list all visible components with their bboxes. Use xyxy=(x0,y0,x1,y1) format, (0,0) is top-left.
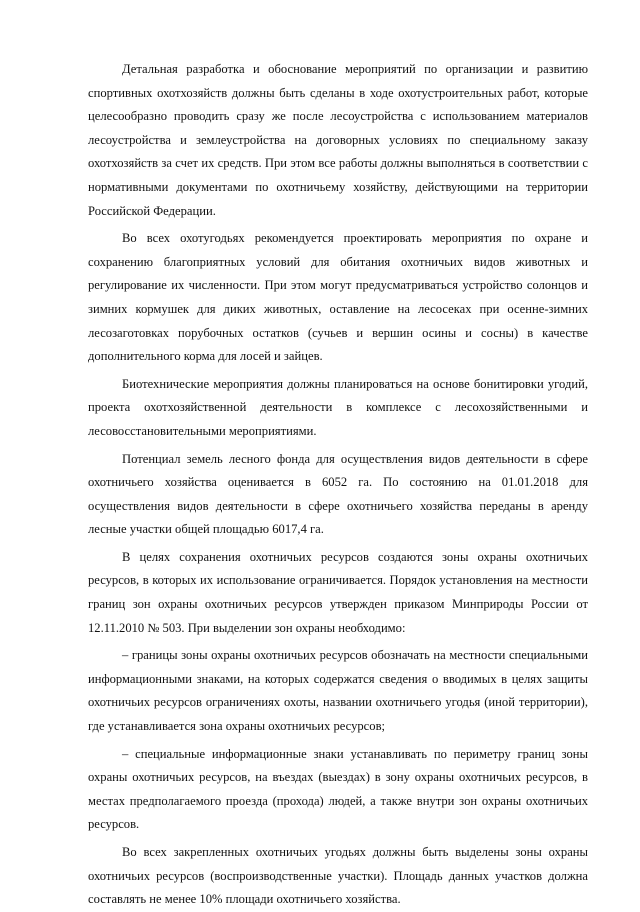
document-body xyxy=(88,58,588,912)
list-item-zone-boundaries: – границы зоны охраны охотничьих ресурсов обозначать на местности специальными информационными знаками, на которых содержатся сведения о вводимых в целях защиты охотничьих ресурсов ограничениях охоты, названии охотничьего угодья (иной территории), где устанавливается зона охраны охотничьих ресурсов; xyxy=(88,648,588,734)
paragraph-hunting-farm-development: Детальная разработка и обоснование мероприятий по организации и развитию спортивных охотхозяйств должны быть сделаны в ходе охотустроительных работ, которые целесообразно проводить сразу же после лесоустройства с использованием материалов лесоустройства и землеустройства на договорных условиях по специальному заказу охотхозяйств за счет их средств. При этом все работы должны выполняться в соответствии с нормативными документами по охотничьему хозяйству, действующими на территории Российской Федерации. xyxy=(88,62,588,218)
paragraph-land-potential: Потенциал земель лесного фонда для осуществления видов деятельности в сфере охотничьего хозяйства оценивается в 6052 га. По состоянию на 01.01.2018 для осуществления видов деятельности в сфере охотничьего хозяйства переданы в аренду лесные участки общей площадью 6017,4 га. xyxy=(88,451,588,537)
list-item-info-signs: – специальные информационные знаки устанавливать по периметру границ зоны охраны охотничьих ресурсов, на въездах (выездах) в зону охраны охотничьих ресурсов, в местах предполагаемого проезда (прохода) людей, а также внутри зон охраны охотничьих ресурсов. xyxy=(88,746,588,832)
paragraph-reproduction-areas: Во всех закрепленных охотничьих угодьях должны быть выделены зоны охраны охотничьих ресурсов (воспроизводственные участки). Площадь данных участков должна составлять не менее 10% площади охотничьего хозяйства. xyxy=(88,845,588,907)
paragraph-habitat-protection: Во всех охотугодьях рекомендуется проектировать мероприятия по охране и сохранению благоприятных условий для обитания охотничьих видов животных и регулирование их численности. При этом могут предусматриваться устройство солонцов и зимних кормушек для диких животных, оставление на лесосеках при осенне-зимних лесозаготовках порубочных остатков (сучьев и вершин осины и сосны) в качестве дополнительного корма для лосей и зайцев. xyxy=(88,231,588,364)
paragraph-biotechnical-measures: Биотехнические мероприятия должны планироваться на основе бонитировки угодий, проекта охотхозяйственной деятельности в комплексе с лесохозяйственными и лесовосстановительными мероприятиями. xyxy=(88,376,588,438)
paragraph-protection-zones: В целях сохранения охотничьих ресурсов создаются зоны охраны охотничьих ресурсов, в которых их использование ограничивается. Порядок установления на местности границ зон охраны охотничьих ресурсов утвержден приказом Минприроды России от 12.11.2010 № 503. При выделении зон охраны необходимо: xyxy=(88,549,588,635)
